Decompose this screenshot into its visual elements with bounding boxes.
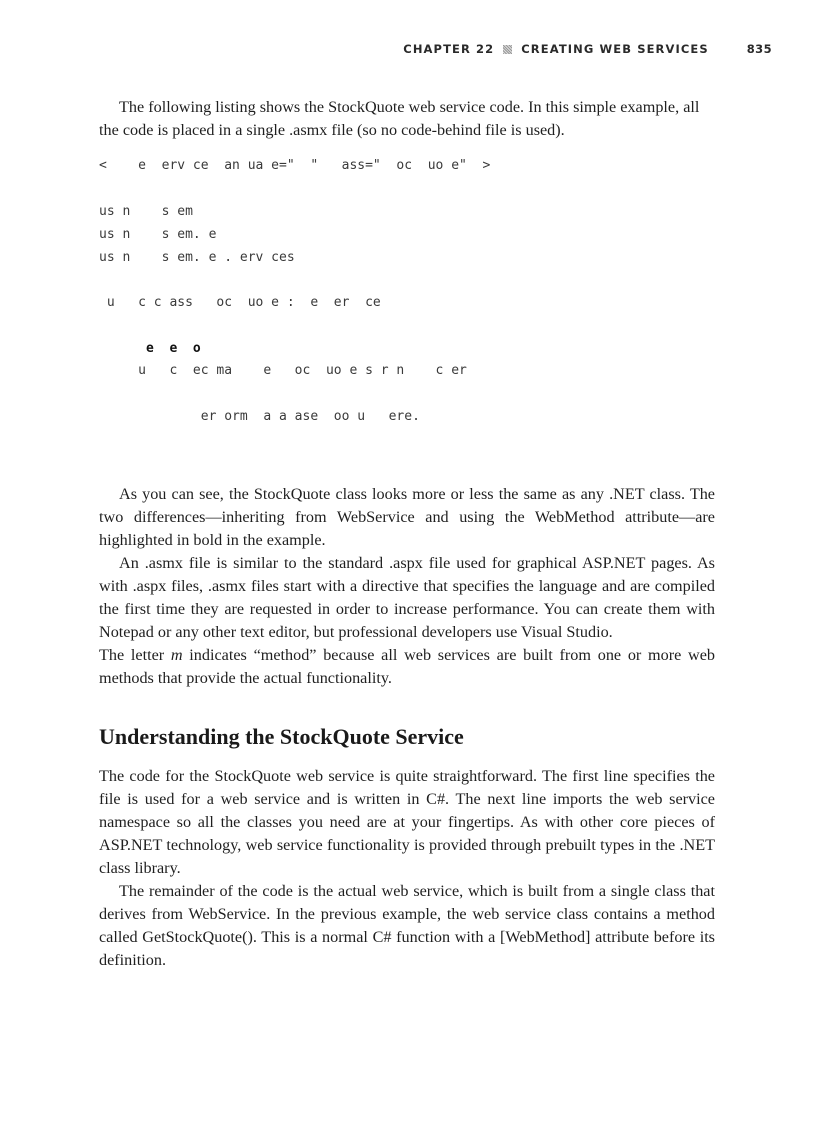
section-heading: Understanding the StockQuote Service [99, 724, 464, 749]
code-line: u c c ass oc uo e : e er ce [99, 295, 381, 310]
intro-paragraph-block [99, 96, 715, 142]
body-paragraph: An .asmx file is similar to the standard .aspx file used for graphical ASP.NET pages. As with .aspx files, .asmx files start with a directive that specifies the language and are compiled the first time they are requested in order to increase performance. You can create them with Notepad or any other text editor, but professional developers use Visual Studio. [99, 554, 715, 641]
body-paragraph [99, 644, 715, 690]
code-line: us n s em. e [99, 227, 217, 242]
code-line: us n s em. e . erv ces [99, 250, 295, 265]
body-paragraph: The code for the StockQuote web service is quite straightforward. The first line specifies the file is used for a web service and is written in C#. The next line imports the web service namespace so all the classes you need are at your fingertips. As with other core pieces of ASP.NET technology, web service functionality is provided through prebuilt types in the .NET class library. [99, 767, 715, 877]
code-line: us n s em [99, 204, 193, 219]
code-line: u c ec ma e oc uo e s r n c er [99, 363, 467, 378]
emphasis-text: m [170, 646, 183, 664]
text-run: indicates “method” because all web services are built from one or more web methods that provide the actual functionality. [99, 646, 715, 687]
body-paragraph: As you can see, the StockQuote class looks more or less the same as any .NET class. The two differences—inheriting from WebService and using the WebMethod attribute—are highlighted in bold in the example. [99, 485, 715, 549]
chapter-title: CREATING WEB SERVICES [521, 42, 709, 56]
code-line-bold: e e o [99, 341, 201, 356]
running-header [403, 42, 772, 56]
chapter-label: CHAPTER 22 [403, 42, 495, 56]
explanation-block [99, 483, 715, 690]
body-paragraph: The remainder of the code is the actual web service, which is built from a single class that derives from WebService. In the previous example, the web service class contains a method called GetStockQuote(). This is a normal C# function with a [WebMethod] attribute before its definition. [99, 882, 715, 969]
page-number: 835 [746, 42, 772, 56]
code-line: < e erv ce an ua e=" " ass=" oc uo e" > [99, 158, 491, 173]
text-run: The letter [99, 646, 171, 664]
code-line: er orm a a ase oo u ere. [99, 409, 420, 424]
separator-icon [503, 45, 512, 54]
section-body [99, 765, 715, 972]
intro-paragraph: The following listing shows the StockQuote web service code. In this simple example, all the code is placed in a single .asmx file (so no code-behind file is used). [99, 98, 700, 139]
